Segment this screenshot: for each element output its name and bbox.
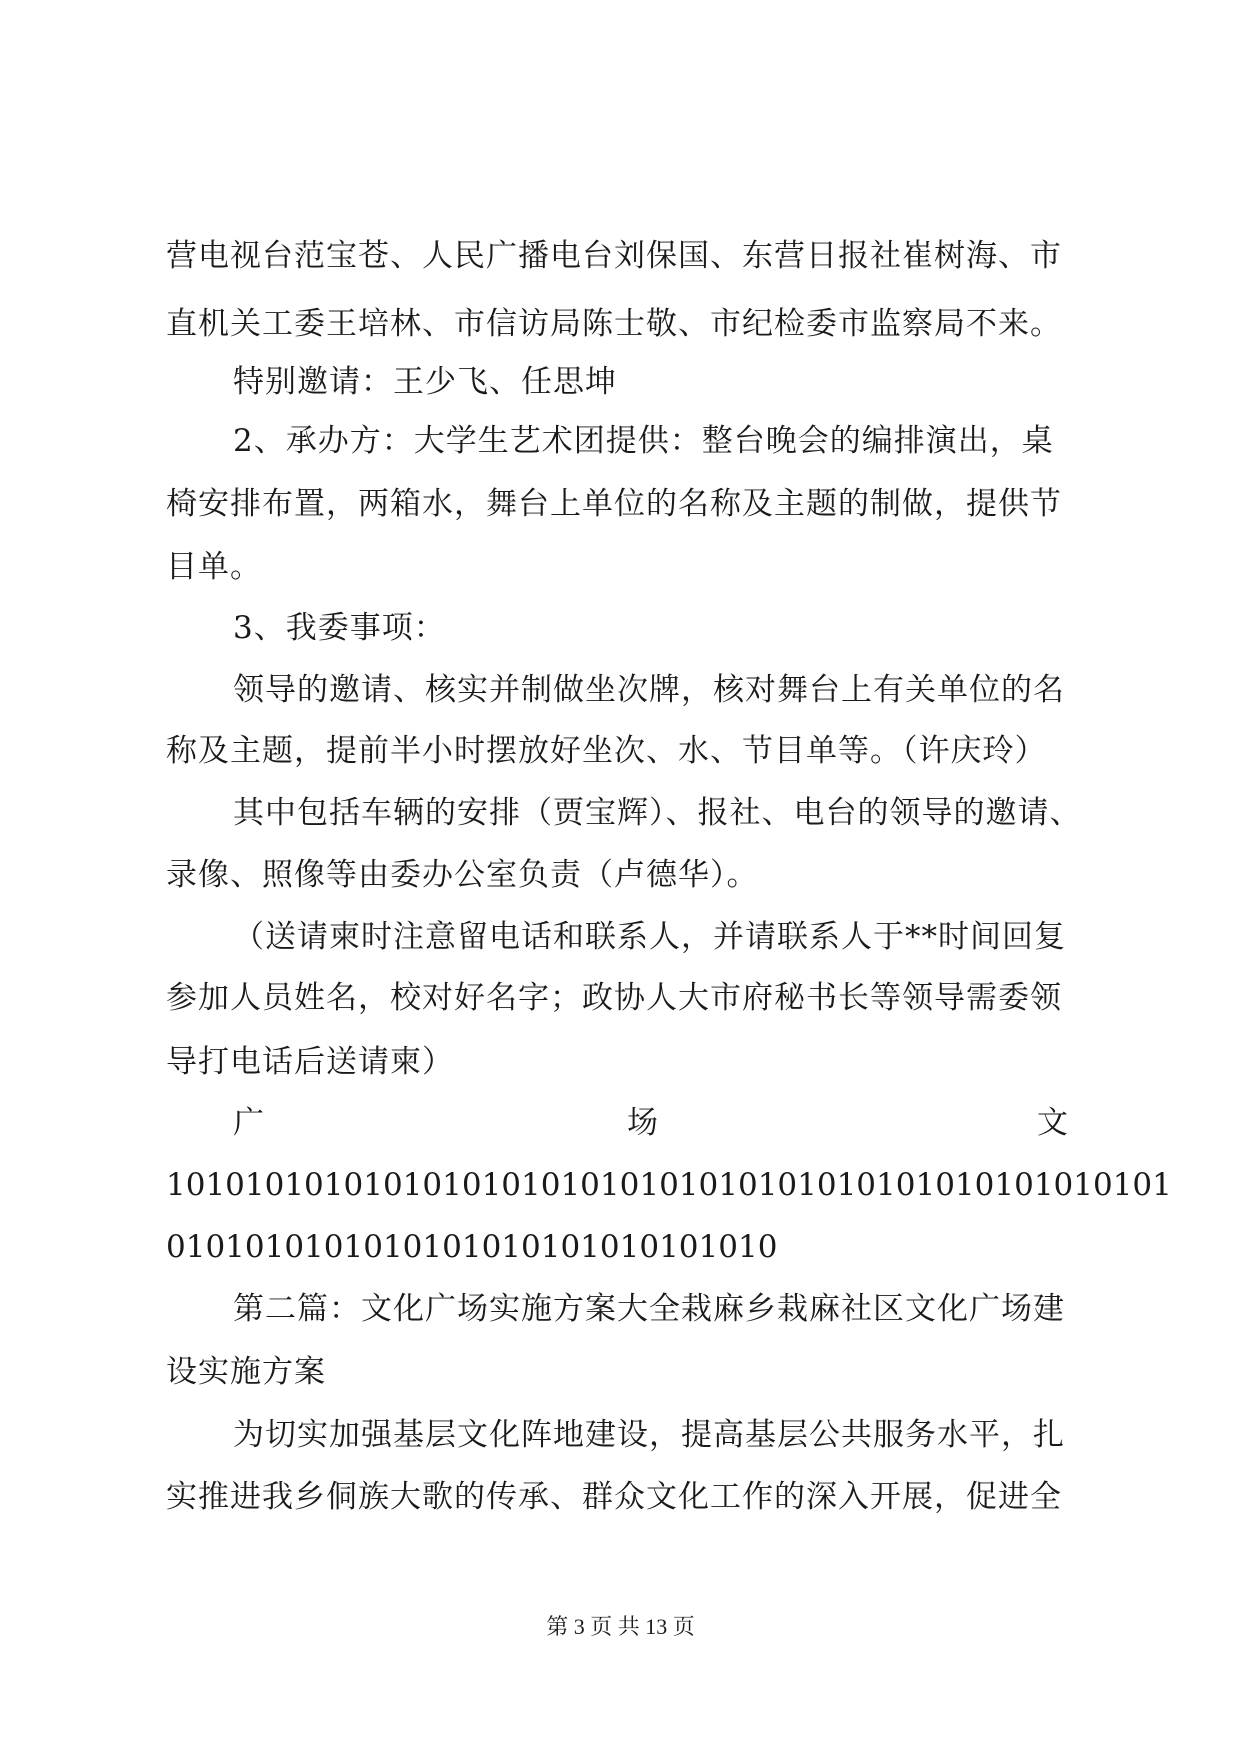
text-line-content: 3、我委事项：	[233, 610, 446, 646]
text-line	[0, 608, 1241, 648]
text-line	[0, 978, 1241, 1018]
text-line-content: 101010101010101010101010101010101010101010101010101	[166, 1167, 1172, 1203]
spread-text-line	[0, 1103, 1241, 1143]
text-line	[0, 917, 1241, 957]
text-line	[0, 1165, 1241, 1205]
spread-char: 文	[1037, 1105, 1069, 1141]
text-line-content: 设实施方案	[166, 1354, 326, 1390]
page-footer: 第 3 页 共 13 页	[546, 1614, 695, 1639]
text-line	[0, 362, 1241, 402]
text-line	[0, 484, 1241, 524]
spread-char: 场	[627, 1105, 659, 1141]
text-line-content: 2、承办方：大学生艺术团提供：整台晚会的编排演出，桌	[233, 423, 1054, 459]
text-line	[0, 793, 1241, 833]
text-line-content: 目单。	[166, 549, 262, 585]
text-line	[0, 304, 1241, 344]
text-line-content: 导打电话后送请柬）	[166, 1044, 454, 1080]
text-line-content: 称及主题，提前半小时摆放好坐次、水、节目单等。（许庆玲）	[166, 733, 1047, 769]
text-line-content: 特别邀请：王少飞、任思坤	[233, 364, 617, 400]
text-line	[0, 1477, 1241, 1517]
text-line	[0, 855, 1241, 895]
text-line	[0, 670, 1241, 710]
text-line-content: 录像、照像等由委办公室负责（卢德华）。	[166, 857, 759, 893]
text-line-content: 实推进我乡侗族大歌的传承、群众文化工作的深入开展，促进全	[166, 1479, 1062, 1515]
section-heading-line	[0, 1352, 1241, 1392]
text-line	[0, 421, 1241, 461]
text-line	[0, 1415, 1241, 1455]
text-line-content: 椅安排布置，两箱水，舞台上单位的名称及主题的制做，提供节	[166, 486, 1062, 522]
text-line-content: （送请柬时注意留电话和联系人，并请联系人于**时间回复	[233, 919, 1066, 955]
text-line	[0, 731, 1241, 771]
text-line-content: 为切实加强基层文化阵地建设，提高基层公共服务水平，扎	[233, 1417, 1065, 1453]
text-line	[0, 1227, 1241, 1267]
text-line-content: 其中包括车辆的安排（贾宝辉）、报社、电台的领导的邀请、	[233, 795, 1082, 831]
section-heading-line	[0, 1289, 1241, 1329]
text-line	[0, 547, 1241, 587]
text-line-content: 直机关工委王培林、市信访局陈士敬、市纪检委市监察局不来。	[166, 306, 1062, 342]
text-line-content: 领导的邀请、核实并制做坐次牌，核对舞台上有关单位的名	[233, 672, 1065, 708]
text-line	[0, 236, 1241, 276]
text-line-content: 第二篇：文化广场实施方案大全栽麻乡栽麻社区文化广场建	[233, 1291, 1065, 1327]
text-line-content: 营电视台范宝苍、人民广播电台刘保国、东营日报社崔树海、市	[166, 238, 1062, 274]
text-line	[0, 1042, 1241, 1082]
text-line-content: 0101010101010101010101010101010	[166, 1229, 778, 1265]
text-line-content: 参加人员姓名，校对好名字；政协人大市府秘书长等领导需委领	[166, 980, 1062, 1016]
spread-char: 广	[233, 1105, 265, 1141]
